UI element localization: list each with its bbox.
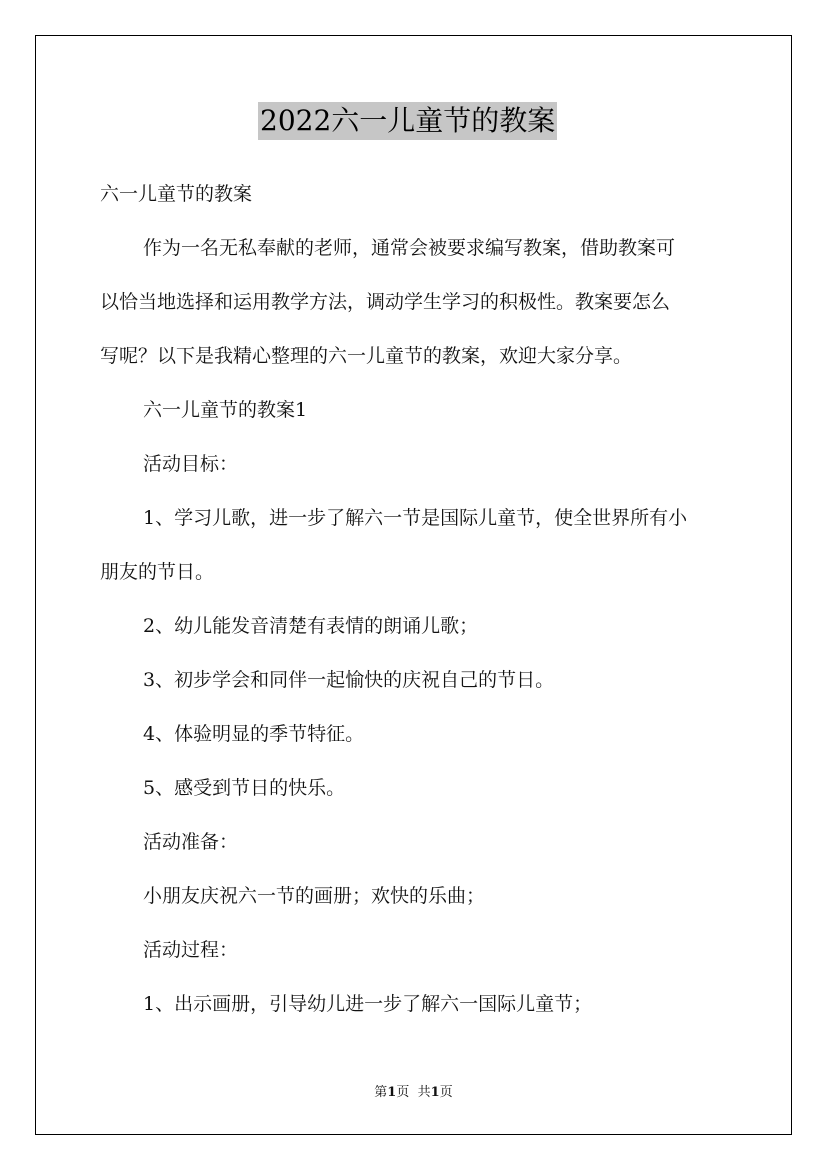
doc-line-goal-4: 4、体验明显的季节特征。 (143, 723, 365, 745)
footer-total-number: 1 (430, 1085, 440, 1100)
footer-page-suffix: 页 (396, 1085, 410, 1100)
footer-page-number: 1 (387, 1085, 397, 1100)
footer-total-suffix: 页 (439, 1085, 453, 1100)
doc-line-intro-1: 作为一名无私奉献的老师，通常会被要求编写教案，借助教案可 (143, 237, 676, 259)
doc-line-prep-heading: 活动准备： (143, 831, 239, 853)
doc-line-goal-2: 2、幼儿能发音清楚有表情的朗诵儿歌； (143, 615, 479, 637)
doc-line-heading: 六一儿童节的教案 (100, 183, 253, 205)
doc-line-goals-heading: 活动目标： (143, 453, 239, 475)
doc-line-goal-1b: 朋友的节日。 (100, 561, 215, 583)
page-footer (0, 1085, 827, 1101)
doc-line-prep-items: 小朋友庆祝六一节的画册；欢快的乐曲； (143, 885, 486, 907)
doc-line-section-title: 六一儿童节的教案1 (143, 399, 308, 421)
footer-total-prefix: 共 (417, 1085, 431, 1100)
document-title: 2022六一儿童节的教案 (258, 102, 557, 140)
doc-line-goal-3: 3、初步学会和同伴一起愉快的庆祝自己的节日。 (143, 669, 555, 691)
doc-line-process-heading: 活动过程： (143, 939, 239, 961)
footer-page-prefix: 第 (374, 1085, 388, 1100)
doc-line-goal-1a: 1、学习儿歌，进一步了解六一节是国际儿童节，使全世界所有小 (143, 507, 688, 529)
doc-line-process-1: 1、出示画册，引导幼儿进一步了解六一国际儿童节； (143, 993, 593, 1015)
doc-line-goal-5: 5、感受到节日的快乐。 (143, 777, 346, 799)
doc-line-intro-2: 以恰当地选择和运用教学方法，调动学生学习的积极性。教案要怎么 (100, 291, 671, 313)
doc-line-intro-3: 写呢？以下是我精心整理的六一儿童节的教案，欢迎大家分享。 (100, 345, 633, 367)
